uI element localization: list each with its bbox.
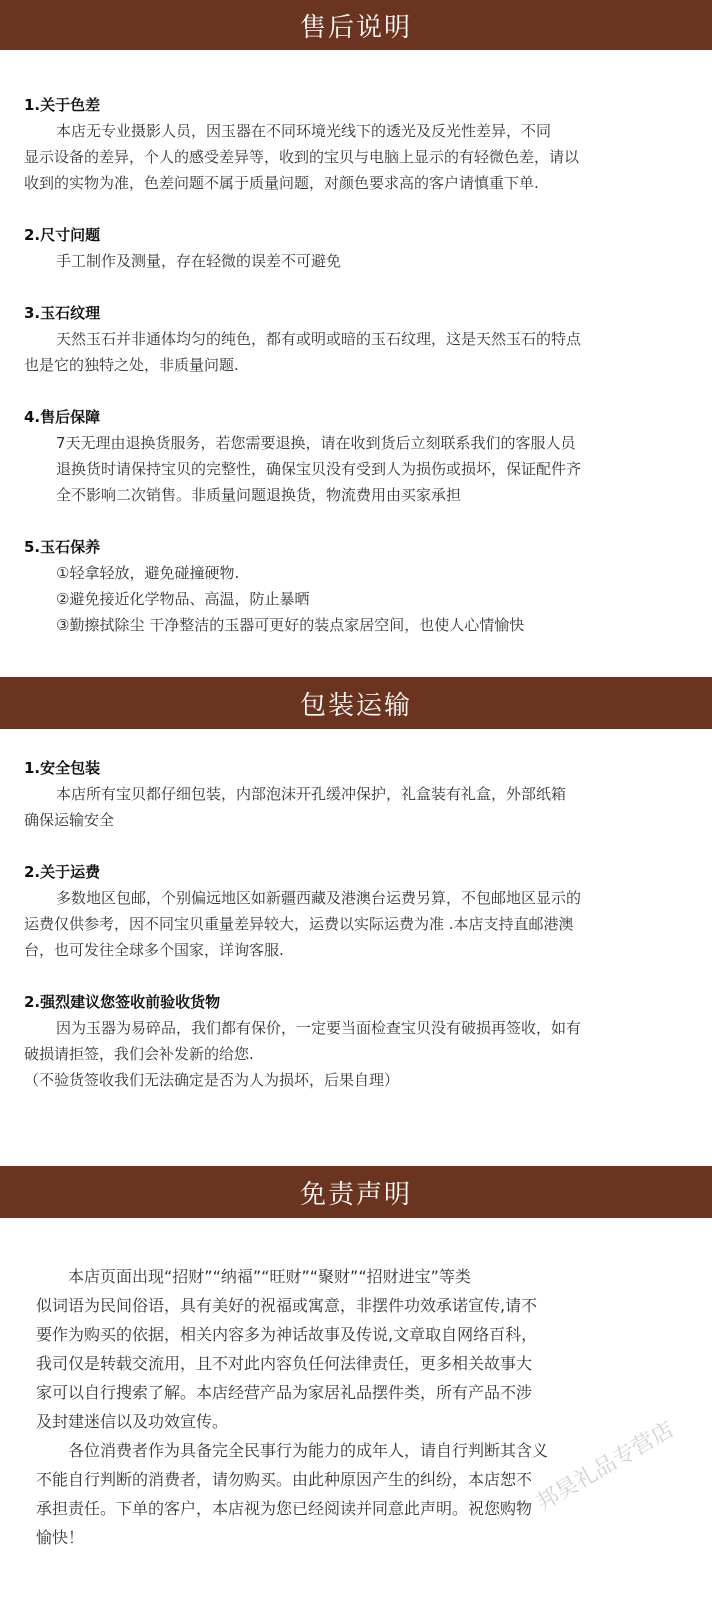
item-line: 多数地区包邮，个别偏远地区如新疆西藏及港澳台运费另算，不包邮地区显示的 — [56, 889, 582, 907]
item-heading: 2.尺寸问题 — [24, 226, 101, 244]
item-line: 也是它的独特之处，非质量问题. — [24, 356, 239, 374]
item-line: 因为玉器为易碎品，我们都有保价，一定要当面检查宝贝没有破损再签收，如有 — [56, 1019, 582, 1037]
disclaimer-line: 家可以自行搜索了解。本店经营产品为家居礼品摆件类，所有产品不涉 — [36, 1383, 533, 1402]
after-sales-item-texture — [24, 300, 684, 378]
item-line: 退换货时请保持宝贝的完整性，确保宝贝没有受到人为损伤或损坏，保证配件齐 — [56, 460, 582, 478]
after-sales-item-color — [24, 92, 684, 196]
item-line: 7天无理由退换货服务，若您需要退换，请在收到货后立刻联系我们的客服人员 — [56, 434, 576, 452]
section-banner-after-sales — [0, 0, 712, 50]
shipping-content — [0, 755, 684, 1093]
item-heading: 4.售后保障 — [24, 408, 101, 426]
item-line: 显示设备的差异，个人的感受差异等，收到的宝贝与电脑上显示的有轻微色差，请以 — [24, 148, 580, 166]
section-banner-disclaimer — [0, 1166, 712, 1218]
disclaimer-content — [0, 1262, 676, 1552]
item-line: 收到的实物为准，色差问题不属于质量问题，对颜色要求高的客户请慎重下单. — [24, 174, 539, 192]
item-heading: 2.关于运费 — [24, 863, 101, 881]
shipping-item-inspection — [24, 989, 684, 1093]
item-line: 天然玉石并非通体均匀的纯色，都有或明或暗的玉石纹理，这是天然玉石的特点 — [56, 330, 582, 348]
section-title: 免责声明 — [299, 1179, 412, 1210]
item-line: ③勤擦拭除尘 干净整洁的玉器可更好的装点家居空间，也使人心情愉快 — [56, 616, 525, 634]
after-sales-content — [0, 92, 684, 638]
after-sales-item-care — [24, 534, 684, 638]
section-title: 包装运输 — [299, 690, 412, 721]
disclaimer-line: 承担责任。下单的客户，本店视为您已经阅读并同意此声明。祝您购物 — [36, 1499, 533, 1518]
disclaimer-line: 及封建迷信以及功效宣传。 — [36, 1412, 229, 1431]
item-heading: 5.玉石保养 — [24, 538, 101, 556]
disclaimer-line: 我司仅是转载交流用，且不对此内容负任何法律责任，更多相关故事大 — [36, 1354, 533, 1373]
item-line: 台，也可发往全球多个国家，详询客服. — [24, 941, 284, 959]
item-line: 破损请拒签，我们会补发新的给您. — [24, 1045, 254, 1063]
store-watermark: 邦昊礼品专营店 — [532, 1417, 679, 1516]
disclaimer-line: 本店页面出现“招财”“纳福”“旺财”“聚财”“招财进宝”等类 — [68, 1267, 471, 1286]
item-heading: 2.强烈建议您签收前验收货物 — [24, 993, 221, 1011]
item-line: ②避免接近化学物品、高温，防止暴晒 — [56, 590, 310, 608]
item-line: 全不影响二次销售。非质量问题退换货，物流费用由买家承担 — [56, 486, 462, 504]
disclaimer-line: 似词语为民间俗语，具有美好的祝福或寓意，非摆件功效承诺宣传,请不 — [36, 1296, 538, 1315]
disclaimer-line: 愉快！ — [36, 1528, 85, 1547]
after-sales-item-size — [24, 222, 684, 274]
item-heading: 1.关于色差 — [24, 96, 101, 114]
disclaimer-line: 要作为购买的依据，相关内容多为神话故事及传说,文章取自网络百科， — [36, 1325, 538, 1344]
after-sales-item-guarantee — [24, 404, 684, 508]
item-line: 确保运输安全 — [24, 811, 115, 829]
item-line: 运费仅供参考，因不同宝贝重量差异较大，运费以实际运费为准 .本店支持直邮港澳 — [24, 915, 574, 933]
item-line: 本店无专业摄影人员，因玉器在不同环境光线下的透光及反光性差异，不同 — [56, 122, 552, 140]
section-title: 售后说明 — [299, 12, 412, 43]
disclaimer-line: 不能自行判断的消费者，请勿购买。由此种原因产生的纠纷，本店恕不 — [36, 1470, 533, 1489]
section-banner-shipping — [0, 677, 712, 729]
item-line: ①轻拿轻放，避免碰撞硬物. — [56, 564, 240, 582]
item-heading: 3.玉石纹理 — [24, 304, 101, 322]
shipping-item-packaging — [24, 755, 684, 833]
item-heading: 1.安全包装 — [24, 759, 101, 777]
item-line: 本店所有宝贝都仔细包装，内部泡沫开孔缓冲保护，礼盒装有礼盒，外部纸箱 — [56, 785, 567, 803]
item-line: 手工制作及测量，存在轻微的误差不可避免 — [56, 252, 342, 270]
item-line: （不验货签收我们无法确定是否为人为损坏，后果自理） — [24, 1071, 400, 1089]
shipping-item-fees — [24, 859, 684, 963]
disclaimer-line: 各位消费者作为具备完全民事行为能力的成年人，请自行判断其含义 — [68, 1441, 549, 1460]
